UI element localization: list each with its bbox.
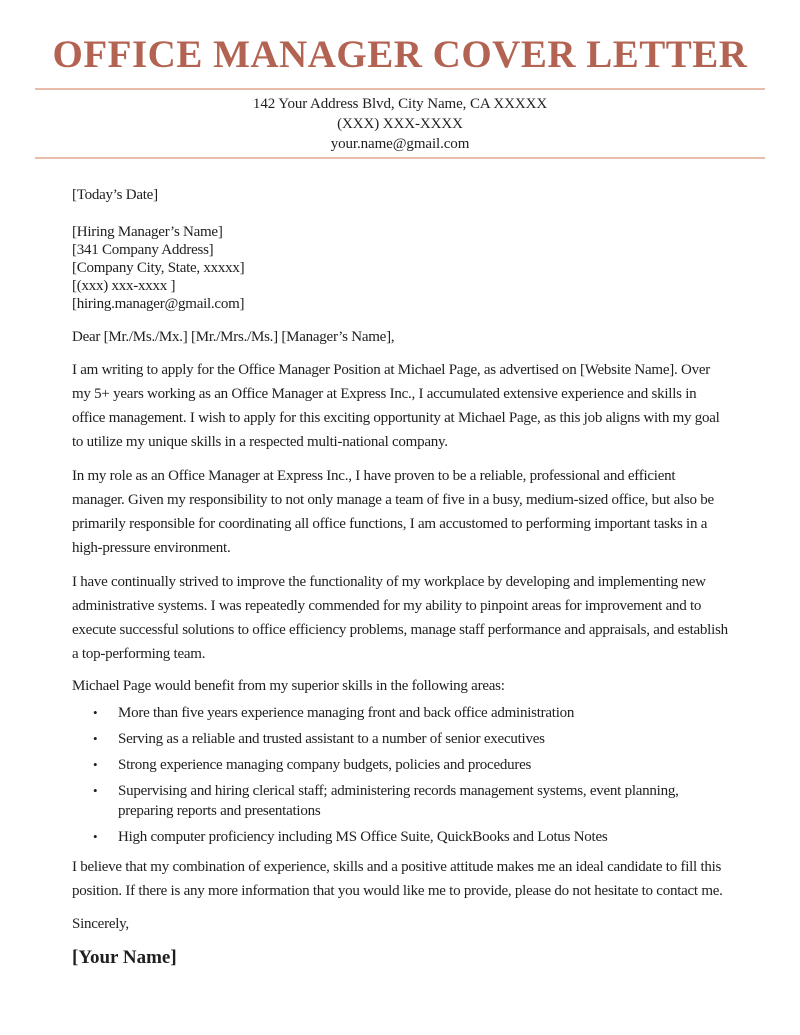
recipient-email: [hiring.manager@gmail.com]	[72, 296, 245, 312]
contact-header	[0, 94, 800, 154]
recipient-name: [Hiring Manager’s Name]	[72, 224, 223, 240]
skills-list	[72, 703, 728, 847]
signature-placeholder: [Your Name]	[72, 947, 177, 968]
salutation: Dear [Mr./Ms./Mx.] [Mr./Mrs./Ms.] [Manager’s Name],	[72, 329, 395, 345]
date-placeholder: [Today’s Date]	[72, 187, 158, 203]
skill-text: Serving as a reliable and trusted assistant to a number of senior executives	[118, 731, 545, 747]
page-title: OFFICE MANAGER COVER LETTER	[52, 33, 748, 76]
skill-text: Strong experience managing company budgets, policies and procedures	[118, 757, 532, 773]
list-item	[72, 827, 728, 847]
skill-text: Supervising and hiring clerical staff; administering records management systems, event planning, preparing reports and presentations	[118, 783, 679, 819]
recipient-address: [341 Company Address]	[72, 242, 214, 258]
list-item	[72, 755, 728, 775]
paragraph-experience: In my role as an Office Manager at Express Inc., I have proven to be a reliable, professional and efficient manager. Given my responsibility to not only manage a team of five in a busy, medium-sized office, but also be primarily responsible for coordinating all office functions, I am accustomed to performing important tasks in a high-pressure environment.	[72, 468, 714, 556]
bullet-icon: •	[93, 757, 98, 772]
contact-phone: (XXX) XXX-XXXX	[337, 116, 463, 132]
list-item	[72, 781, 728, 821]
paragraph-achievements: I have continually strived to improve the functionality of my workplace by developing and implementing new administrative systems. I was repeatedly commended for my ability to pinpoint areas for improvement and to execute successful solutions to office efficiency problems, manage staff performance and appraisals, and establish a top-performing team.	[72, 574, 728, 662]
bullet-icon: •	[93, 829, 98, 844]
closing-paragraph: I believe that my combination of experience, skills and a positive attitude makes me an ideal candidate to fill this position. If there is any more information that you would like me to provide, please do not hesitate to contact me.	[72, 859, 723, 899]
header-divider-bottom	[35, 157, 765, 159]
recipient-city-state: [Company City, State, xxxxx]	[72, 260, 245, 276]
list-item	[72, 703, 728, 723]
contact-address: 142 Your Address Blvd, City Name, CA XXXXX	[252, 96, 548, 112]
header-divider-top	[35, 88, 765, 90]
skill-text: More than five years experience managing front and back office administration	[118, 705, 575, 721]
paragraph-intro: I am writing to apply for the Office Manager Position at Michael Page, as advertised on [Website Name]. Over my 5+ years working as an Office Manager at Express Inc., I accumulated extensive experience and skills in office management. I wish to apply for this exciting opportunity at Michael Page, as this job aligns with my goal to utilize my unique skills in a respected multi-national company.	[72, 362, 720, 450]
skills-intro: Michael Page would benefit from my superior skills in the following areas:	[72, 678, 505, 694]
recipient-block	[72, 223, 728, 313]
list-item	[72, 729, 728, 749]
bullet-icon: •	[93, 731, 98, 746]
bullet-icon: •	[93, 783, 98, 798]
contact-email: your.name@gmail.com	[330, 136, 470, 152]
letter-body	[0, 184, 800, 971]
bullet-icon: •	[93, 705, 98, 720]
skill-text: High computer proficiency including MS Office Suite, QuickBooks and Lotus Notes	[118, 829, 608, 845]
valediction: Sincerely,	[72, 916, 129, 932]
recipient-phone: [(xxx) xxx-xxxx ]	[72, 278, 176, 294]
